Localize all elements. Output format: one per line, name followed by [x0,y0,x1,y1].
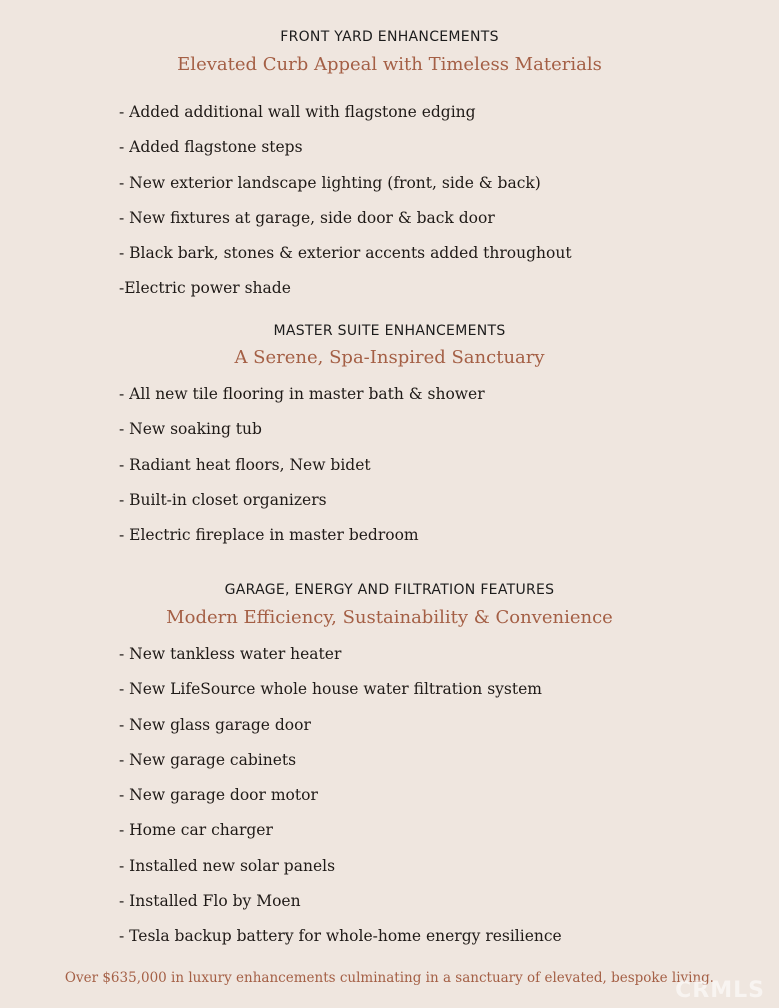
list-item: - New garage door motor [119,786,318,805]
list-item: - Home car charger [119,821,273,840]
list-item: - New glass garage door [119,715,311,734]
list-item: - Installed new solar panels [119,856,336,875]
list-item: - New garage cabinets [119,750,297,769]
section-heading-master-suite: MASTER SUITE ENHANCEMENTS [273,323,506,339]
list-item: - All new tile flooring in master bath & shower [119,385,485,403]
garage-energy-list [119,642,562,960]
list-item: - Installed Flo by Moen [119,892,301,911]
section-heading-garage-energy: GARAGE, ENERGY AND FILTRATION FEATURES [224,582,555,598]
list-item: - Radiant heat floors, New bidet [119,455,371,474]
list-item: - Added additional wall with flagstone edging [119,103,476,121]
section-subtitle-garage-energy: Modern Efficiency, Sustainability & Convenience [166,607,613,628]
list-item: - New LifeSource whole house water filtration system [119,680,542,699]
list-item: - New soaking tub [119,420,262,439]
section-heading-front-yard: FRONT YARD ENHANCEMENTS [280,29,499,45]
master-suite-list [119,382,485,558]
list-item: - Added flagstone steps [119,138,303,157]
list-item: -Electric power shade [119,279,291,298]
watermark: CRMLS [675,978,765,1003]
list-item: - Electric fireplace in master bedroom [119,526,419,545]
list-item: - Black bark, stones & exterior accents added throughout [119,244,572,263]
list-item: - New exterior landscape lighting (front, side & back) [119,173,541,192]
list-item: - Tesla backup battery for whole-home energy resilience [119,927,562,946]
front-yard-list [119,100,572,312]
list-item: - New fixtures at garage, side door & back door [119,208,495,227]
list-item: - Built-in closet organizers [119,490,327,509]
list-item: - New tankless water heater [119,645,342,663]
section-subtitle-master-suite: A Serene, Spa-Inspired Sanctuary [234,347,545,368]
footer-tagline: Over $635,000 in luxury enhancements culminating in a sanctuary of elevated, bespoke living. [64,970,715,986]
section-subtitle-front-yard: Elevated Curb Appeal with Timeless Materials [177,54,602,75]
